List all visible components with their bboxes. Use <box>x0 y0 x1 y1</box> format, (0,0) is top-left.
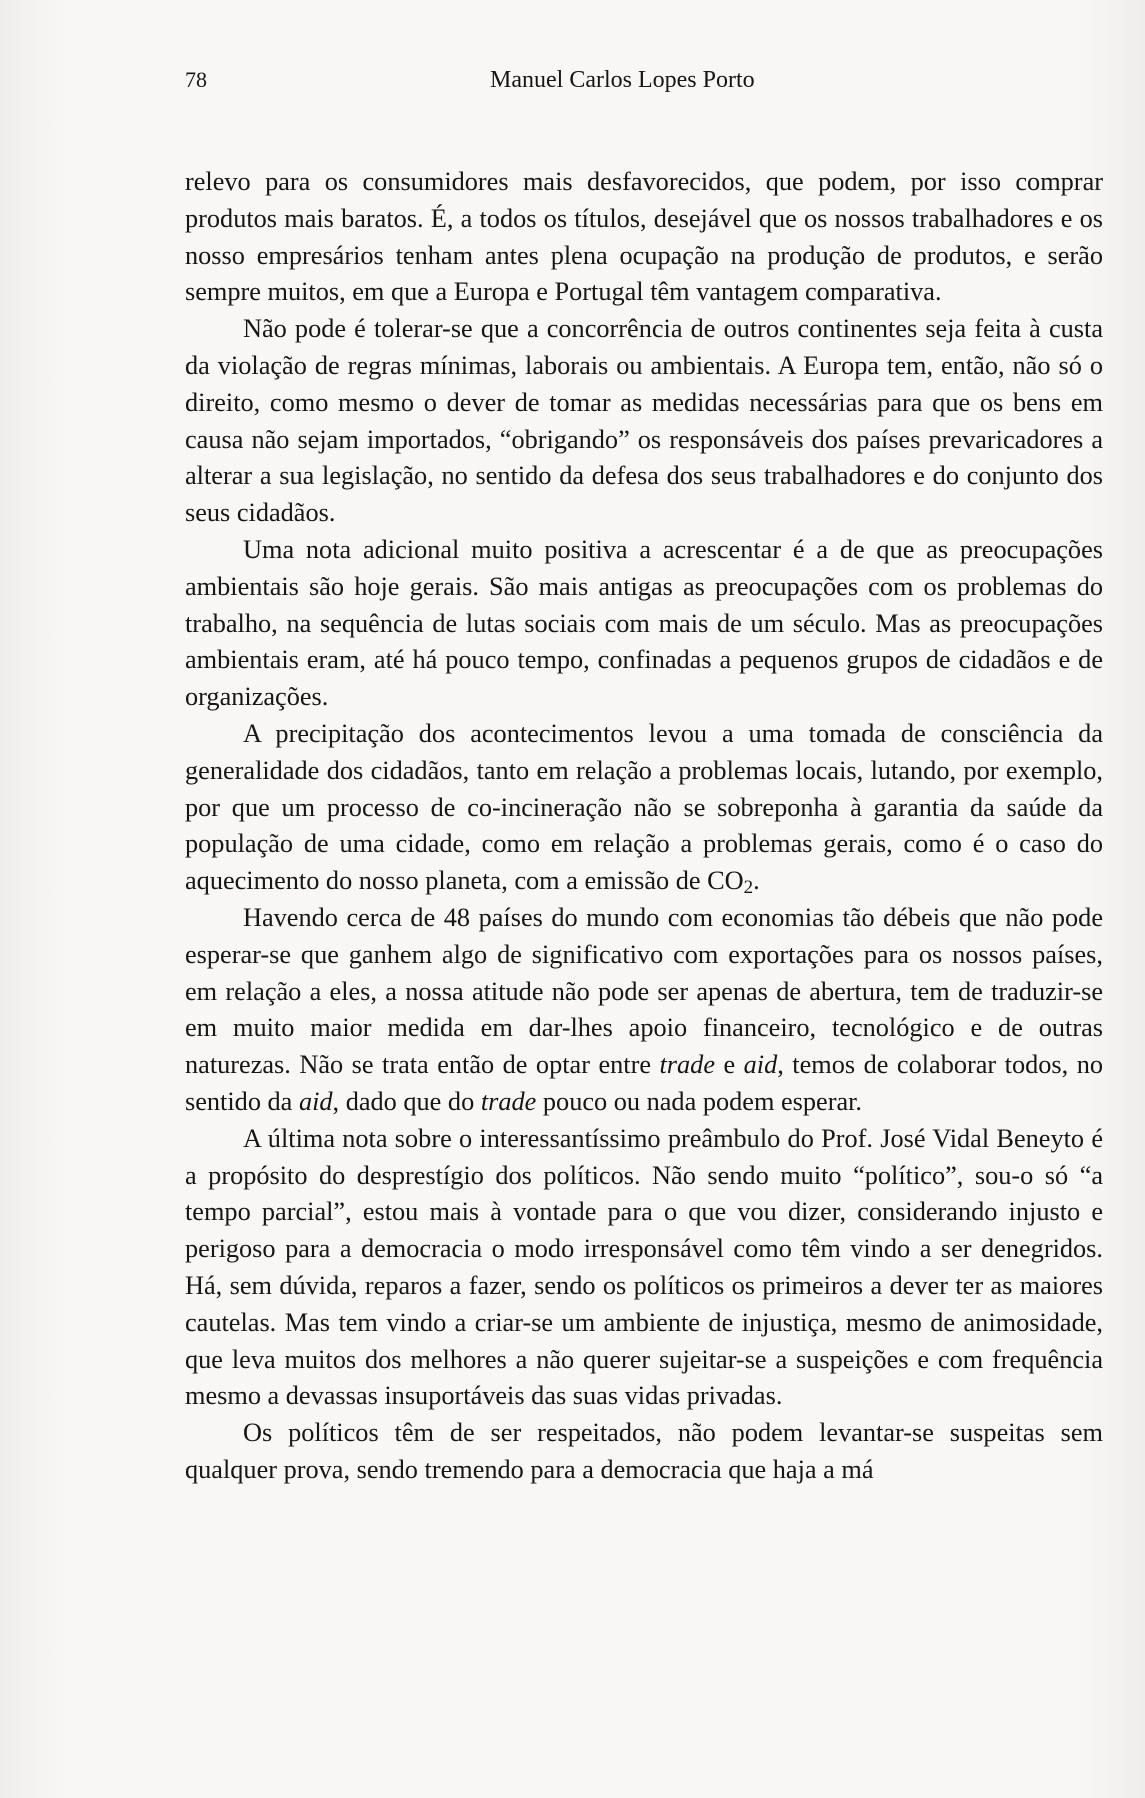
italic-trade: trade <box>659 1050 715 1080</box>
paragraph-1: relevo para os consumidores mais desfavorecidos, que podem, por isso comprar produtos mais baratos. É, a todos os títulos, desejável que os nossos trabalhadores e os nosso empresários tenham antes plena ocupação na produção de produtos, e serão sempre muitos, em que a Europa e Portugal têm vantagem comparativa. <box>185 167 1103 307</box>
paragraph-6: A última nota sobre o interessantíssimo preâmbulo do Prof. José Vidal Beneyto é a propósito do desprestígio dos políticos. Não sendo muito “político”, sou-o só “a tempo parcial”, estou mais à vontade para o que vou dizer, considerando injusto e perigoso para a democracia o modo irresponsável como têm vindo a ser denegridos. Há, sem dúvida, reparos a fazer, sendo os políticos os primeiros a dever ter as maiores cautelas. Mas tem vindo a criar-se um ambiente de injustiça, mesmo de animosidade, que leva muitos dos melhores a não querer sujeitar-se a suspeições e com frequência mesmo a devassas insuportáveis das suas vidas privadas. <box>185 1123 1103 1411</box>
paragraph-2: Não pode é tolerar-se que a concorrência de outros continentes seja feita à custa da violação de regras mínimas, laborais ou ambientais. A Europa tem, então, não só o direito, como mesmo o dever de tomar as medidas necessárias para que os bens em causa não sejam importados, “obrigando” os responsáveis dos países prevaricadores a alterar a sua legislação, no sentido da defesa dos seus trabalhadores e do conjunto dos seus cidadãos. <box>185 314 1103 528</box>
paragraph-5-part-2: e <box>715 1050 744 1080</box>
paragraph-5-part-3: , temos de colaborar todos, no sentido da <box>185 1050 1103 1116</box>
paragraph-5-part-1: Havendo cerca de 48 países do mundo com economias tão débeis que não pode esperar-se que ganhem algo de significativo com exportações para os nossos países, em relação a eles, a nossa atitude não pode ser apenas de abertura, tem de traduzir-se em muito maior medida em dar-lhes apoio financeiro, tecnológico e de outras naturezas. Não se trata então de optar entre <box>185 902 1103 1080</box>
italic-trade-2: trade <box>480 1086 537 1116</box>
body-text <box>185 164 1103 1489</box>
paragraph-4-end: . <box>753 866 760 896</box>
co2-subscript: 2 <box>743 877 754 899</box>
italic-aid-2: aid <box>298 1086 333 1116</box>
paragraph-3: Uma nota adicional muito positiva a acrescentar é a de que as preocupações ambientais são hoje gerais. São mais antigas as preocupações com os problemas do trabalho, na sequência de lutas sociais com mais de um século. Mas as preocupações ambientais eram, até há pouco tempo, confinadas a pequenos grupos de cidadãos e de organizações. <box>185 534 1103 712</box>
paragraph-5-part-5: pouco ou nada podem esperar. <box>536 1086 863 1116</box>
page-header <box>185 62 1103 98</box>
italic-aid: aid <box>743 1050 778 1080</box>
page-number: 78 <box>185 67 207 92</box>
running-head-author: Manuel Carlos Lopes Porto <box>490 67 755 93</box>
paragraph-7: Os políticos têm de ser respeitados, não podem levantar-se suspeitas sem qualquer prova, sendo tremendo para a democracia que haja a má <box>185 1418 1103 1484</box>
paragraph-4 <box>185 716 1103 900</box>
paragraph-4-text: A precipitação dos acontecimentos levou a uma tomada de consciência da generalidade dos cidadãos, tanto em relação a problemas locais, lutando, por exemplo, por que um processo de co-incineração não se sobreponha à garantia da saúde da população de uma cidade, como em relação a problemas gerais, como é o caso do aquecimento do nosso planeta, com a emissão de CO <box>185 718 1103 896</box>
paragraph-5 <box>185 900 1103 1121</box>
paragraph-5-part-4: , dado que do <box>332 1086 481 1116</box>
